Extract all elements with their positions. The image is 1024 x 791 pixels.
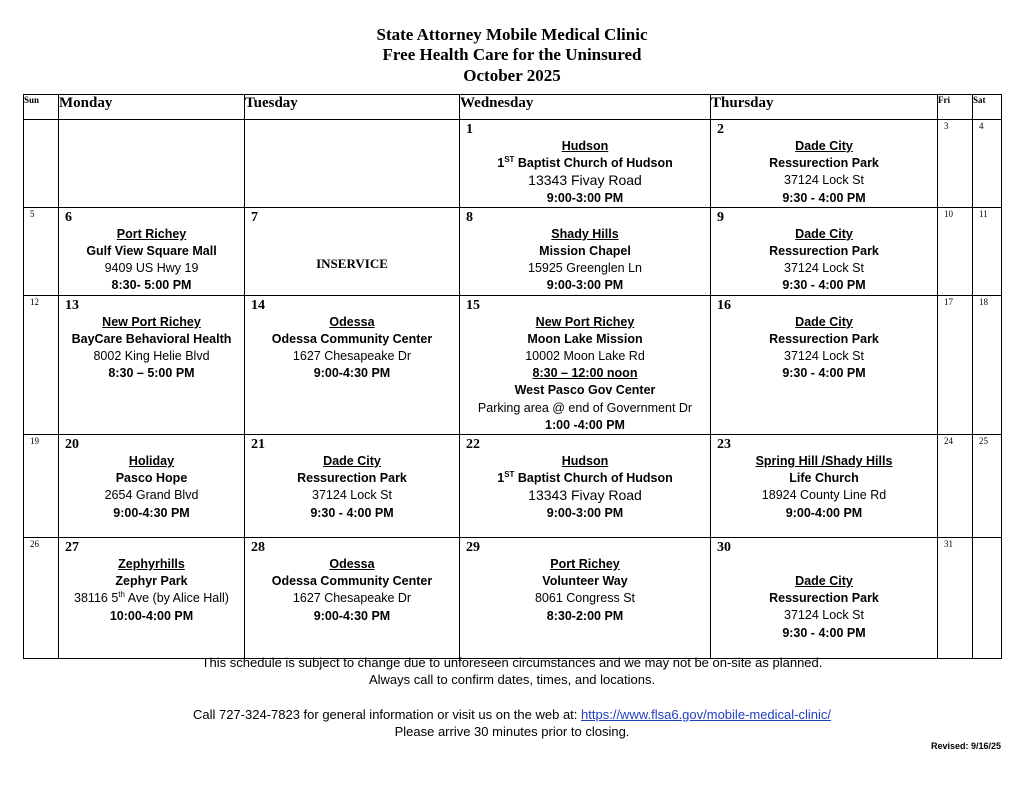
- confirm-line: Always call to confirm dates, times, and locations.: [368, 672, 656, 687]
- website-link[interactable]: https://www.flsa6.gov/mobile-medical-clinic/: [581, 707, 832, 722]
- day-cell: [460, 207, 711, 295]
- day-number: 2: [717, 122, 724, 137]
- fri-cell: [938, 295, 973, 434]
- event-address: 37124 Lock St: [312, 488, 392, 503]
- event-place: Odessa Community Center: [271, 574, 433, 589]
- day-cell: [245, 538, 460, 659]
- day-cell: [711, 435, 938, 538]
- event-city: Hudson: [561, 139, 609, 153]
- event-place: 1ST Baptist Church of Hudson: [497, 155, 673, 171]
- day-cell: [59, 120, 245, 208]
- day-number: 24: [944, 436, 953, 447]
- calendar-table: [23, 94, 1002, 659]
- day-number: [24, 120, 58, 121]
- event-city: New Port Richey: [102, 314, 201, 329]
- day-number: 22: [466, 437, 480, 453]
- event: [711, 314, 937, 383]
- sat-cell: [973, 120, 1002, 208]
- day-cell: [711, 538, 938, 659]
- sun-cell: [24, 435, 59, 538]
- disclaimer-line: This schedule is subject to change due to unforeseen circumstances and we may not be on-site as planned.: [201, 655, 823, 670]
- day-number: 21: [251, 437, 265, 453]
- event-address: 8061 Congress St: [534, 591, 636, 606]
- event: [460, 453, 710, 522]
- day-cell: [245, 295, 460, 434]
- event-place: Pasco Hope: [115, 471, 188, 486]
- event-time: 10:00-4:00 PM: [109, 608, 194, 623]
- day-number: 10: [944, 208, 953, 219]
- event-address: 10002 Moon Lake Rd: [525, 349, 645, 364]
- sun-cell: [24, 207, 59, 295]
- sun-cell: [24, 120, 59, 208]
- event: [711, 138, 937, 207]
- week-row: [24, 120, 1002, 208]
- day-cell: [460, 538, 711, 659]
- event: [460, 138, 710, 207]
- day-number: 12: [30, 296, 39, 307]
- event-address-2: Parking area @ end of Government Dr: [477, 400, 693, 415]
- event-place: Volunteer Way: [542, 574, 628, 589]
- event-time: 9:00-3:00 PM: [546, 278, 624, 293]
- day-number: 7: [251, 209, 258, 225]
- day-cell: [711, 295, 938, 434]
- event-city: Dade City: [795, 574, 853, 589]
- event-time: 9:30 - 4:00 PM: [310, 505, 394, 520]
- fri-cell: [938, 538, 973, 659]
- day-cell: [59, 435, 245, 538]
- day-number: 9: [717, 209, 724, 225]
- contact-line: [0, 706, 1024, 723]
- header-monday: Monday: [59, 95, 245, 120]
- event-time: 9:00-3:00 PM: [546, 190, 624, 205]
- event: [245, 453, 459, 522]
- event-place: Mission Chapel: [539, 244, 631, 259]
- event-address: 15925 Greenglen Ln: [528, 261, 642, 276]
- day-cell: [245, 435, 460, 538]
- day-cell: [59, 538, 245, 659]
- sun-cell: [24, 295, 59, 434]
- day-number: 15: [466, 297, 480, 313]
- header-sat: Sat: [973, 95, 1002, 120]
- event-address: 37124 Lock St: [784, 349, 864, 364]
- event: [460, 314, 710, 434]
- day-number: 26: [30, 539, 39, 550]
- event: [711, 453, 937, 522]
- header-sun: Sun: [24, 95, 59, 120]
- event-city: Port Richey: [550, 557, 620, 572]
- event: [460, 226, 710, 295]
- event-place-2: West Pasco Gov Center: [514, 383, 656, 398]
- week-row: [24, 207, 1002, 295]
- event-city: New Port Richey: [535, 314, 635, 329]
- day-number: 25: [979, 436, 988, 447]
- event: [59, 556, 244, 625]
- event-place: Ressurection Park: [769, 331, 879, 346]
- fri-cell: [938, 207, 973, 295]
- inservice-note: INSERVICE: [316, 255, 388, 271]
- event-place: Ressurection Park: [769, 156, 879, 171]
- event-address: 8002 King Helie Blvd: [93, 349, 210, 364]
- event: [245, 556, 459, 625]
- event-address: 1627 Chesapeake Dr: [292, 349, 412, 364]
- event-time: 9:30 - 4:00 PM: [782, 625, 866, 640]
- event-time: 9:00-4:30 PM: [113, 505, 190, 520]
- day-cell: [245, 207, 460, 295]
- event-address: 18924 County Line Rd: [761, 488, 887, 503]
- event-time-2: 1:00 -4:00 PM: [545, 417, 625, 432]
- month-title: October 2025: [463, 66, 561, 85]
- event-city: Dade City: [795, 314, 853, 329]
- fri-cell: [938, 120, 973, 208]
- day-cell: [59, 207, 245, 295]
- event: [59, 314, 244, 383]
- header-tuesday: Tuesday: [245, 95, 460, 120]
- day-number: 20: [65, 437, 79, 453]
- event-time: 8:30 – 5:00 PM: [108, 366, 195, 381]
- event-place: Moon Lake Mission: [527, 331, 643, 346]
- day-number: 18: [979, 296, 988, 307]
- event: [245, 314, 459, 383]
- day-number: 6: [65, 209, 72, 225]
- event-city: Dade City: [795, 226, 853, 241]
- event-address: 2654 Grand Blvd: [104, 488, 199, 503]
- day-number: 3: [944, 121, 949, 131]
- event-time: 9:30 - 4:00 PM: [782, 366, 866, 381]
- event-city: Spring Hill /Shady Hills: [755, 454, 893, 469]
- fri-cell: [938, 435, 973, 538]
- header-thursday: Thursday: [711, 95, 938, 120]
- day-number: 17: [944, 296, 953, 307]
- event-city: Odessa: [329, 314, 375, 329]
- event-city: Port Richey: [116, 226, 187, 241]
- day-number: 11: [979, 208, 988, 219]
- sat-cell: [973, 435, 1002, 538]
- sun-cell: [24, 538, 59, 659]
- page-subtitle: Free Health Care for the Uninsured: [382, 45, 642, 64]
- event-city: Dade City: [795, 139, 853, 153]
- call-text: Call 727-324-7823 for general information or visit us on the web at:: [192, 707, 582, 722]
- event-place: Odessa Community Center: [271, 331, 433, 346]
- day-number: 29: [466, 540, 480, 556]
- event-place: BayCare Behavioral Health: [71, 331, 232, 346]
- event-city: Hudson: [561, 454, 609, 469]
- day-number: 31: [944, 539, 953, 550]
- day-number: 13: [65, 297, 79, 313]
- page-title: State Attorney Mobile Medical Clinic: [376, 25, 648, 44]
- event-place: Ressurection Park: [297, 471, 407, 486]
- day-number: 1: [466, 122, 473, 137]
- event-time: 9:00-3:00 PM: [546, 505, 624, 520]
- event-city: Odessa: [329, 557, 375, 572]
- event-time: 9:30 - 4:00 PM: [782, 190, 866, 205]
- event: [460, 556, 710, 625]
- event-time: 8:30-2:00 PM: [546, 608, 624, 623]
- event-time: 9:30 - 4:00 PM: [782, 278, 866, 293]
- event-place: 1ST Baptist Church of Hudson: [497, 470, 673, 486]
- day-cell: [460, 295, 711, 434]
- event-city: Holiday: [128, 454, 175, 469]
- event-time: 9:00-4:00 PM: [785, 505, 863, 520]
- event-time: 9:00-4:30 PM: [313, 366, 391, 381]
- event: [59, 453, 244, 522]
- header-fri: Fri: [938, 95, 973, 120]
- day-cell: [460, 435, 711, 538]
- event: [711, 573, 937, 642]
- event-address: 37124 Lock St: [784, 608, 864, 623]
- event-address: 37124 Lock St: [784, 173, 864, 188]
- day-number: 8: [466, 209, 473, 225]
- day-number: 16: [717, 297, 731, 313]
- week-row: [24, 538, 1002, 659]
- event-time: 8:30 – 12:00 noon: [532, 366, 638, 381]
- event-address: 1627 Chesapeake Dr: [292, 591, 412, 606]
- header-wednesday: Wednesday: [460, 95, 711, 120]
- day-number: 14: [251, 297, 265, 313]
- event-address: 13343 Fivay Road: [528, 172, 642, 189]
- arrival-note: Please arrive 30 minutes prior to closing.: [394, 724, 630, 739]
- event-place: Ressurection Park: [769, 244, 879, 259]
- event-address: 38116 5th Ave (by Alice Hall): [74, 590, 229, 606]
- day-number: 19: [30, 436, 39, 447]
- event-time: 9:00-4:30 PM: [313, 608, 391, 623]
- week-row: [24, 295, 1002, 434]
- event-address: 13343 Fivay Road: [528, 487, 642, 504]
- day-number: 4: [979, 121, 984, 131]
- sat-cell: [973, 538, 1002, 659]
- day-number: 23: [717, 437, 731, 453]
- day-number: 30: [717, 540, 731, 556]
- event-place: Gulf View Square Mall: [86, 244, 217, 259]
- day-number: [973, 538, 1001, 539]
- day-number: 5: [30, 208, 35, 219]
- week-row: [24, 435, 1002, 538]
- day-number: 27: [65, 540, 79, 556]
- day-cell: [711, 207, 938, 295]
- event-city: Zephyrhills: [118, 557, 185, 572]
- day-number: 28: [251, 540, 265, 556]
- event: [59, 226, 244, 295]
- event-place: Ressurection Park: [769, 591, 879, 606]
- event: [711, 226, 937, 295]
- sat-cell: [973, 207, 1002, 295]
- event-address: 37124 Lock St: [784, 261, 864, 276]
- event-address: 9409 US Hwy 19: [104, 261, 199, 276]
- day-cell: [460, 120, 711, 208]
- event-place: Life Church: [789, 471, 859, 486]
- day-cell: [245, 120, 460, 208]
- event-place: Zephyr Park: [115, 574, 188, 589]
- weekday-header-row: [24, 95, 1002, 120]
- day-cell: [59, 295, 245, 434]
- event-city: Shady Hills: [551, 226, 619, 241]
- day-cell: [711, 120, 938, 208]
- event-city: Dade City: [323, 454, 381, 469]
- revised-date: Revised: 9/16/25: [930, 741, 1001, 751]
- event-time: 8:30- 5:00 PM: [111, 278, 192, 293]
- sat-cell: [973, 295, 1002, 434]
